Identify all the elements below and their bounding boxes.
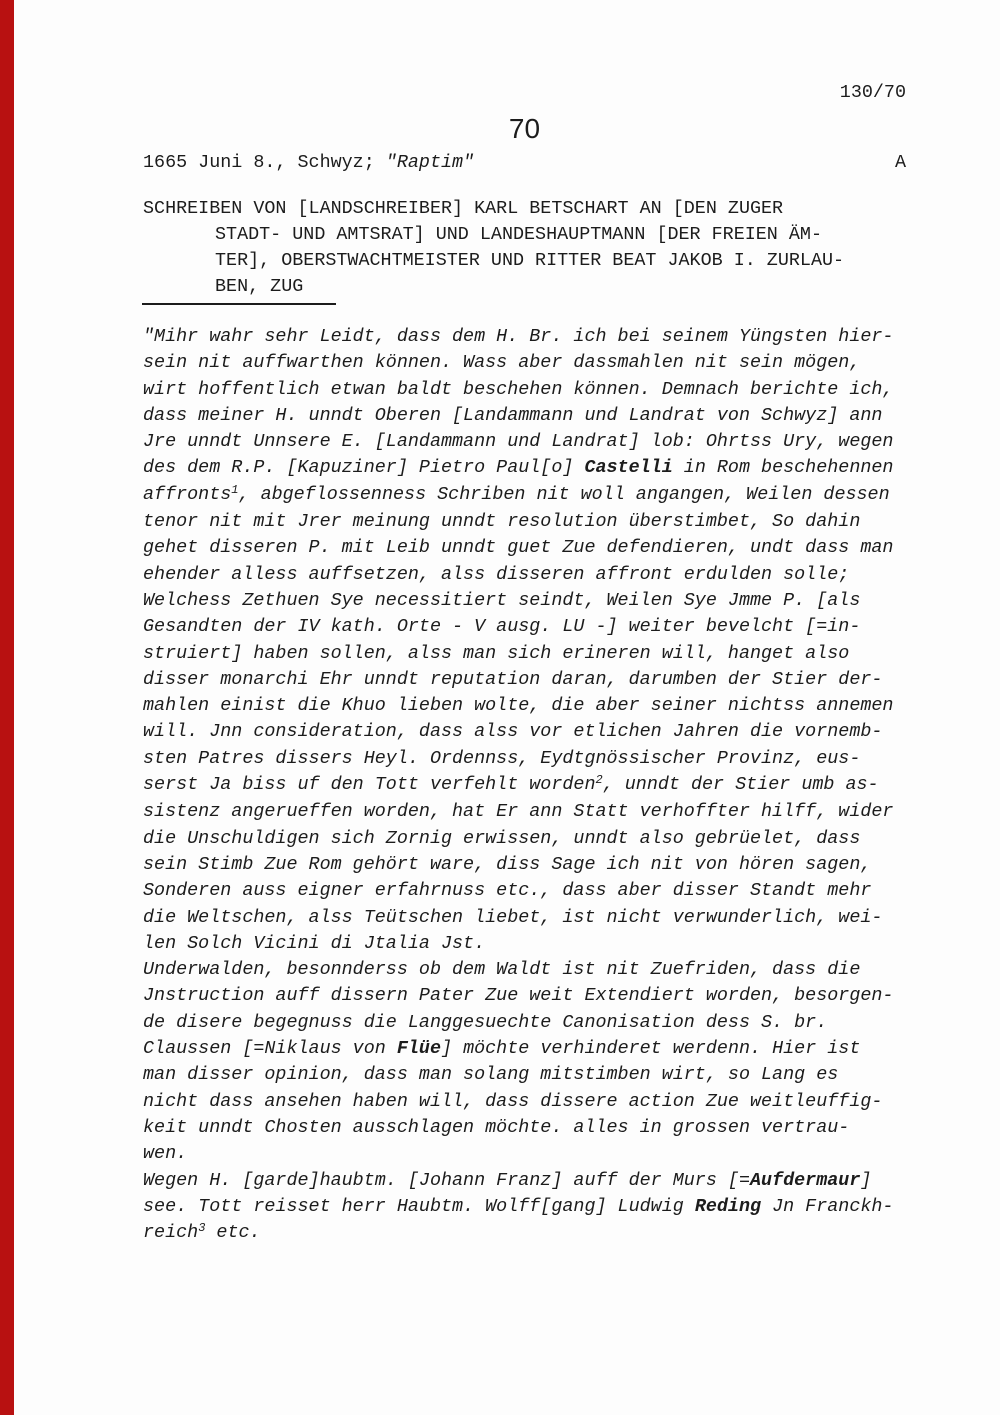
text-segment: len Solch Vicini di Jtalia Jst. [143,932,486,954]
body-line [143,905,893,931]
date-text [143,150,474,176]
footnote-marker: 3 [198,1221,206,1236]
text-segment: ehender alless auffsetzen, alss disseren affront erdulden solle; [143,563,850,585]
text-segment: disser monarchi Ehr unndt reputation daran, darumben der Stier der- [143,668,883,690]
body-line [143,562,893,588]
bold-name: Flüe [396,1038,441,1060]
title-line: SCHREIBEN VON [LANDSCHREIBER] KARL BETSCHART AN [DEN ZUGER [143,198,784,219]
text-segment: affronts [143,483,232,505]
body-line [143,826,893,852]
body-line [143,1141,893,1167]
body-line [143,799,893,825]
body-line [143,509,893,535]
title-line: STADT- UND AMTSRAT] UND LANDESHAUPTMANN [DER FREIEN ÄM- [215,224,822,245]
body-line [143,1089,893,1115]
text-segment: ] möchte verhinderet werdenn. Hier ist [441,1038,861,1060]
text-segment: Sonderen auss eigner erfahrnuss etc., dass aber disser Standt mehr [143,880,872,902]
text-segment: Jre unndt Unnsere E. [Landammann und Landrat] lob: Ohrtss Ury, wegen [143,431,894,453]
page-edge-strip [0,0,14,1415]
body-line [143,852,893,878]
body-line [143,1036,893,1062]
body-line [143,455,893,481]
body-line [143,1194,893,1220]
body-line [143,535,893,561]
text-segment: tenor nit mit Jrer meinung unndt resolution überstimbet, So dahin [143,511,861,533]
bold-name: Aufdermaur [750,1169,861,1191]
text-segment: Welchess Zethuen Sye necessitiert seindt, Weilen Sye Jmme P. [als [143,589,861,611]
body-line [143,377,893,403]
body-line [143,931,893,957]
body-line [143,693,893,719]
text-segment: keit unndt Chosten ausschlagen möchte. alles in grossen vertrau- [143,1116,850,1138]
raptim-label: "Raptim" [385,152,475,173]
date-line [143,150,906,176]
text-segment: Claussen [=Niklaus von [143,1038,397,1060]
body-line [143,1062,893,1088]
body-line [143,1010,893,1036]
text-segment: Jn Franckh- [761,1195,894,1217]
page-number: 70 [508,113,541,144]
text-segment: , abgeflossenness Schriben nit woll angangen, Weilen dessen [238,483,890,505]
body-line [143,324,893,350]
body-line [143,429,893,455]
body-line [143,641,893,667]
text-segment: reich [143,1222,199,1244]
text-segment: etc. [205,1222,261,1244]
text-segment: mahlen einist die Khuo lieben wolte, die aber seiner nichtss annemen [143,695,894,717]
text-segment: ] [860,1169,872,1191]
text-segment: sistenz angerueffen worden, hat Er ann Statt verhoffter hilff, wider [143,801,894,823]
body-line [143,983,893,1009]
title-line: BEN, ZUG [215,276,304,297]
date-place-text: 1665 Juni 8., Schwyz; [143,152,386,173]
title-line: TER], OBERSTWACHTMEISTER UND RITTER BEAT JAKOB I. ZURLAU- [215,250,845,271]
text-segment: die Unschuldigen sich Zornig erwissen, unndt also gebrüelet, dass [143,827,861,849]
text-segment: des dem R.P. [Kapuziner] Pietro Paul[o] [143,457,585,479]
text-segment: Wegen H. [garde]haubtm. [Johann Franz] auff der Murs [= [143,1169,750,1191]
footnote-separator [142,303,336,305]
text-segment: nicht dass ansehen haben will, dass dissere action Zue weitleuffig- [143,1090,883,1112]
body-line [143,482,893,509]
body-line [143,772,893,799]
body-line [143,746,893,772]
body-line [143,957,893,983]
bold-name: Reding [694,1195,762,1217]
body-line [143,614,893,640]
text-segment: die Weltschen, alss Teütschen liebet, ist nicht verwunderlich, wei- [143,906,883,928]
text-segment: see. Tott reisset herr Haubtm. Wolff[gang] Ludwig [143,1195,695,1217]
body-line [143,719,893,745]
text-segment: wirt hoffentlich etwan baldt beschehen können. Demnach berichte ich, [143,378,894,400]
text-segment: sein nit auffwarthen können. Wass aber dassmahlen nit sein mögen, [143,352,861,374]
text-segment: "Mihr wahr sehr Leidt, dass dem H. Br. ich bei seinem Yüngsten hier- [143,326,894,347]
body-line [143,667,893,693]
body-line [143,403,893,429]
body-line [143,1220,893,1247]
text-segment: man disser opinion, dass man solang mitstimben wirt, so Lang es [143,1064,839,1086]
text-segment: de disere begegnuss die Langgesuechte Canonisation dess S. br. [143,1011,828,1033]
text-segment: sten Patres dissers Heyl. Ordennss, Eydtgnössischer Provinz, eus- [143,747,861,769]
document-marker: A [894,152,906,173]
body-line [143,1168,893,1194]
document-title [143,196,844,300]
footnote-marker: 1 [231,482,239,497]
folio-number: 130/70 [839,82,906,103]
text-segment: Jnstruction auff dissern Pater Zue weit Extendiert worden, besorgen- [143,985,894,1007]
bold-name: Castelli [584,457,673,479]
body-text [143,324,893,1247]
text-segment: struiert] haben sollen, alss man sich erineren will, hanget also [143,642,850,664]
text-segment: wen. [143,1143,188,1165]
text-segment: will. Jnn consideration, dass alss vor etlichen Jahren die vornemb- [143,721,883,743]
text-segment: Underwalden, besonnderss ob dem Waldt ist nit Zuefriden, dass die [143,959,861,981]
text-segment: dass meiner H. unndt Oberen [Landammann und Landrat von Schwyz] ann [143,404,883,426]
body-line [143,878,893,904]
body-line [143,1115,893,1141]
text-segment: , unndt der Stier umb as- [602,774,879,796]
body-line [143,588,893,614]
text-segment: Gesandten der IV kath. Orte - V ausg. LU -] weiter bevelcht [=in- [143,616,861,638]
text-segment: sein Stimb Zue Rom gehört ware, diss Sage ich nit von hören sagen, [143,853,872,875]
text-segment: serst Ja biss uf den Tott verfehlt worden [143,774,596,796]
text-segment: in Rom beschehennen [672,457,894,479]
text-segment: gehet disseren P. mit Leib unndt guet Zue defendieren, undt dass man [143,537,894,559]
footnote-marker: 2 [595,773,603,788]
body-line [143,350,893,376]
